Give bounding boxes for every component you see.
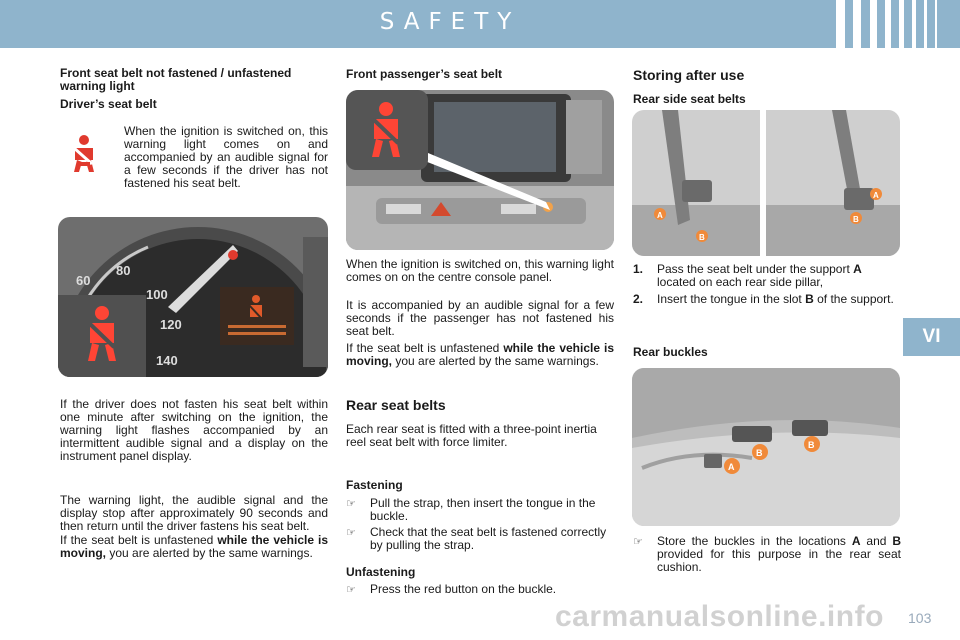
gauge-label: 60	[76, 273, 91, 288]
watermark: carmanualsonline.info	[555, 600, 884, 633]
section-heading-front-warning: Front seat belt not fastened / unfastened warning light	[60, 66, 292, 93]
marker-b-label: B	[699, 233, 705, 242]
rear-buckles-image	[632, 368, 900, 526]
header-stripe	[935, 0, 937, 48]
marker-b-label: B	[756, 448, 763, 458]
header-stripe	[853, 0, 861, 48]
seatbelt-warning-icon	[65, 134, 103, 174]
gauge-label: 100	[146, 287, 168, 302]
gauge-label: 140	[156, 353, 178, 368]
fastening-heading: Fastening	[346, 478, 403, 492]
marker-b-label: B	[808, 440, 815, 450]
header-stripe	[912, 0, 916, 48]
header-stripe	[899, 0, 904, 48]
marker-a-label: A	[657, 211, 663, 220]
page-header	[0, 0, 960, 48]
pointing-hand-icon: ☞	[633, 535, 643, 548]
section-heading-passenger-belt: Front passenger’s seat belt	[346, 67, 503, 81]
driver-belt-paragraph-3: If the seat belt is unfastened while the vehicle is moving, you are alerted by the same warnings.	[60, 533, 329, 560]
rear-side-belt-image	[632, 110, 900, 256]
header-stripe	[885, 0, 891, 48]
marker-a-label: A	[728, 462, 735, 472]
page-number: 103	[908, 610, 932, 626]
driver-belt-intro: When the ignition is switched on, this warning light comes on and accompanied by an audible signal for a few seconds if the driver has not fastened his seat belt.	[124, 124, 328, 190]
centre-console-image	[346, 90, 614, 250]
unfastening-heading: Unfastening	[346, 565, 416, 579]
passenger-belt-paragraph-3: If the seat belt is unfastened while the vehicle is moving, you are alerted by the same warnings.	[346, 341, 615, 368]
storing-step: 2. Insert the tongue in the slot B of the support.	[633, 292, 894, 306]
pointing-hand-icon: ☞	[346, 497, 356, 510]
pointing-hand-icon: ☞	[346, 526, 356, 539]
fastening-item: ☞ Pull the strap, then insert the tongue in the buckle.	[346, 496, 596, 523]
unfastening-item: ☞ Press the red button on the buckle.	[346, 582, 557, 596]
passenger-belt-paragraph-1: When the ignition is switched on, this warning light comes on on the centre console panel.	[346, 257, 614, 284]
header-stripe	[924, 0, 927, 48]
pointing-hand-icon: ☞	[346, 583, 356, 596]
passenger-belt-paragraph-2: It is accompanied by an audible signal for a few seconds if the passenger has not fastened his seat belt.	[346, 298, 614, 338]
section-heading-rear-belts: Rear seat belts	[346, 397, 446, 413]
instrument-panel-image	[58, 217, 328, 377]
buckles-note: ☞ Store the buckles in the locations A and B provided for this purpose in the rear seat cushion.	[633, 534, 901, 574]
driver-belt-paragraph-2: The warning light, the audible signal and the display stop after approximately 90 seconds and then return until the driver fastens his seat belt.	[60, 493, 328, 533]
header-stripe	[836, 0, 845, 48]
subheading-driver-belt: Driver’s seat belt	[60, 97, 157, 111]
header-stripe	[870, 0, 877, 48]
fastening-item: ☞ Check that the seat belt is fastened correctly by pulling the strap.	[346, 525, 607, 552]
storing-step: 1. Pass the seat belt under the support A located on each rear side pillar,	[633, 262, 862, 289]
marker-b-label: B	[853, 215, 859, 224]
marker-a-label: A	[873, 191, 879, 200]
rear-belts-description: Each rear seat is fitted with a three-point inertia reel seat belt with force limiter.	[346, 422, 597, 449]
subheading-rear-side-belts: Rear side seat belts	[633, 92, 746, 106]
gauge-label: 120	[160, 317, 182, 332]
gauge-label: 80	[116, 263, 131, 278]
subheading-rear-buckles: Rear buckles	[633, 345, 708, 359]
chapter-tab[interactable]: VI	[903, 318, 960, 356]
page-title: SAFETY	[379, 9, 521, 35]
section-heading-storing: Storing after use	[633, 67, 745, 83]
driver-belt-paragraph-1: If the driver does not fasten his seat belt within one minute after switching on the ignition, the warning light flashes accompanied by an intermittent audible signal and a display on the instrument panel display.	[60, 397, 328, 463]
